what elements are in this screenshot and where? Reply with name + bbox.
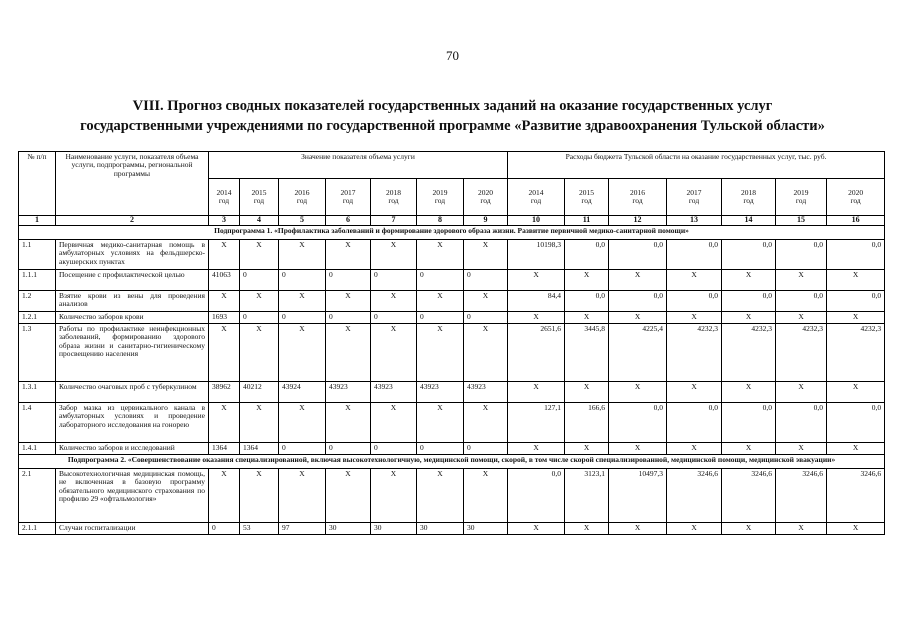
value-cell: Х bbox=[827, 270, 885, 291]
value-cell: Х bbox=[279, 240, 326, 270]
table-row bbox=[19, 443, 885, 455]
value-cell: Х bbox=[326, 324, 371, 382]
table-row bbox=[19, 240, 885, 270]
row-name: Количество очаговых проб с туберкулином bbox=[56, 382, 209, 403]
value-cell: 3246,6 bbox=[776, 469, 827, 523]
value-cell: 0,0 bbox=[827, 240, 885, 270]
year-word: год bbox=[795, 196, 807, 205]
column-number-cell: 10 bbox=[508, 216, 565, 226]
value-cell: 0,0 bbox=[722, 240, 776, 270]
value-cell: 3246,6 bbox=[667, 469, 722, 523]
value-cell: Х bbox=[565, 382, 609, 403]
column-number-cell: 13 bbox=[667, 216, 722, 226]
value-cell: 0,0 bbox=[667, 240, 722, 270]
year-value: 2015 bbox=[251, 187, 267, 197]
year-header-cell bbox=[609, 179, 667, 216]
value-cell: Х bbox=[508, 443, 565, 455]
value-cell: 0,0 bbox=[667, 403, 722, 443]
header-row bbox=[19, 152, 885, 179]
value-cell: Х bbox=[667, 312, 722, 324]
year-header-cell bbox=[417, 179, 464, 216]
year-header-cell bbox=[827, 179, 885, 216]
value-cell: Х bbox=[279, 291, 326, 312]
row-name: Количество заборов крови bbox=[56, 312, 209, 324]
value-cell: 0,0 bbox=[508, 469, 565, 523]
year-header-cell bbox=[240, 179, 279, 216]
value-cell: Х bbox=[417, 324, 464, 382]
value-cell: 10497,3 bbox=[609, 469, 667, 523]
value-cell: Х bbox=[667, 382, 722, 403]
value-cell: Х bbox=[209, 291, 240, 312]
value-cell: Х bbox=[209, 240, 240, 270]
value-cell: 3246,6 bbox=[827, 469, 885, 523]
value-cell: 43923 bbox=[371, 382, 417, 403]
value-cell: 0 bbox=[279, 270, 326, 291]
row-number: 1.4 bbox=[19, 403, 56, 443]
row-name: Работы по профилактике неинфекционных заболеваний, формированию здорового образа жизни и санитарно-гигиеническому просвещению населения bbox=[56, 324, 209, 382]
value-cell: Х bbox=[464, 240, 508, 270]
value-cell: Х bbox=[240, 240, 279, 270]
value-cell: 0,0 bbox=[565, 240, 609, 270]
column-number-cell: 12 bbox=[609, 216, 667, 226]
value-cell: Х bbox=[417, 291, 464, 312]
year-value: 2015 bbox=[579, 187, 595, 197]
value-cell: 0 bbox=[464, 270, 508, 291]
table-row bbox=[19, 523, 885, 535]
value-cell: 0,0 bbox=[722, 291, 776, 312]
table-row bbox=[19, 270, 885, 291]
value-cell: Х bbox=[827, 382, 885, 403]
title-line-2: государственными учреждениями по государственной программе «Развитие здравоохранения Тульской области» bbox=[80, 118, 825, 134]
subprogram-title: Подпрограмма 2. «Совершенствование оказания специализированной, включая высокотехнологичную, медицинской помощи, скорой, в том числе скорой специализированной, медицинской помощи, медицинской эвакуации» bbox=[19, 455, 885, 469]
column-number-cell: 1 bbox=[19, 216, 56, 226]
year-header-cell bbox=[326, 179, 371, 216]
value-cell: 30 bbox=[371, 523, 417, 535]
value-cell: 4225,4 bbox=[609, 324, 667, 382]
value-cell: Х bbox=[371, 324, 417, 382]
year-word: год bbox=[688, 196, 700, 205]
table-row bbox=[19, 469, 885, 523]
year-header-cell bbox=[371, 179, 417, 216]
year-value: 2014 bbox=[216, 187, 232, 197]
value-cell: Х bbox=[508, 270, 565, 291]
value-cell: 4232,3 bbox=[667, 324, 722, 382]
value-cell: Х bbox=[279, 469, 326, 523]
year-value: 2017 bbox=[686, 187, 702, 197]
value-cell: Х bbox=[609, 523, 667, 535]
value-cell: Х bbox=[371, 469, 417, 523]
column-number-cell: 6 bbox=[326, 216, 371, 226]
row-name: Количество заборов и исследований bbox=[56, 443, 209, 455]
value-cell: Х bbox=[776, 443, 827, 455]
value-cell: Х bbox=[371, 403, 417, 443]
value-cell: Х bbox=[722, 312, 776, 324]
row-name: Первичная медико-санитарная помощь в амбулаторных условиях на фельдшерско-акушерских пунктах bbox=[56, 240, 209, 270]
column-number-cell: 15 bbox=[776, 216, 827, 226]
value-cell: Х bbox=[326, 291, 371, 312]
value-cell: 0,0 bbox=[565, 291, 609, 312]
value-cell: Х bbox=[464, 324, 508, 382]
value-cell: 0,0 bbox=[609, 291, 667, 312]
row-number: 1.2.1 bbox=[19, 312, 56, 324]
value-cell: Х bbox=[565, 312, 609, 324]
table-body bbox=[19, 152, 885, 535]
value-cell: 4232,3 bbox=[722, 324, 776, 382]
value-cell: 0 bbox=[326, 270, 371, 291]
row-number: 1.2 bbox=[19, 291, 56, 312]
column-number-cell: 11 bbox=[565, 216, 609, 226]
row-number: 1.3 bbox=[19, 324, 56, 382]
value-cell: Х bbox=[722, 382, 776, 403]
value-cell: Х bbox=[240, 403, 279, 443]
value-cell: 1364 bbox=[209, 443, 240, 455]
value-cell: Х bbox=[417, 240, 464, 270]
row-number: 1.1 bbox=[19, 240, 56, 270]
value-cell: Х bbox=[209, 469, 240, 523]
value-cell: 166,6 bbox=[565, 403, 609, 443]
row-number: 2.1 bbox=[19, 469, 56, 523]
year-value: 2014 bbox=[528, 187, 544, 197]
table-row bbox=[19, 382, 885, 403]
year-word: год bbox=[218, 196, 230, 205]
value-cell: Х bbox=[667, 443, 722, 455]
value-cell: 3246,6 bbox=[722, 469, 776, 523]
row-name: Забор мазка из цервикального канала в амбулаторных условиях и проведение лабораторного исследования на гонорею bbox=[56, 403, 209, 443]
table-row bbox=[19, 324, 885, 382]
year-word: год bbox=[743, 196, 754, 205]
value-cell: Х bbox=[609, 382, 667, 403]
header-number: № п/п bbox=[19, 152, 56, 216]
value-cell: Х bbox=[776, 270, 827, 291]
column-number-cell: 3 bbox=[209, 216, 240, 226]
value-cell: 0,0 bbox=[609, 403, 667, 443]
year-word: год bbox=[342, 196, 354, 205]
value-cell: 43923 bbox=[417, 382, 464, 403]
value-cell: 4232,3 bbox=[827, 324, 885, 382]
value-cell: 0 bbox=[464, 443, 508, 455]
row-name: Посещение с профилактической целью bbox=[56, 270, 209, 291]
value-cell: 3123,1 bbox=[565, 469, 609, 523]
value-cell: 127,1 bbox=[508, 403, 565, 443]
value-cell: Х bbox=[609, 270, 667, 291]
value-cell: Х bbox=[667, 270, 722, 291]
value-cell: Х bbox=[508, 382, 565, 403]
value-cell: Х bbox=[240, 291, 279, 312]
column-number-cell: 2 bbox=[56, 216, 209, 226]
value-cell: 10198,3 bbox=[508, 240, 565, 270]
page-number: 70 bbox=[446, 48, 459, 63]
value-cell: 4232,3 bbox=[776, 324, 827, 382]
row-number: 1.3.1 bbox=[19, 382, 56, 403]
year-word: год bbox=[388, 196, 399, 205]
subprogram-row bbox=[19, 226, 885, 240]
value-cell: 30 bbox=[417, 523, 464, 535]
year-word: год bbox=[632, 196, 643, 205]
value-cell: 0,0 bbox=[776, 403, 827, 443]
row-name: Высокотехнологичная медицинская помощь, не включенная в базовую программу обязательного медицинского страхования по профилю 29 «офтальмология» bbox=[56, 469, 209, 523]
value-cell: Х bbox=[565, 270, 609, 291]
column-number-cell: 5 bbox=[279, 216, 326, 226]
value-cell: 0 bbox=[371, 270, 417, 291]
value-cell: 41063 bbox=[209, 270, 240, 291]
table-row bbox=[19, 291, 885, 312]
column-number-cell: 7 bbox=[371, 216, 417, 226]
value-cell: Х bbox=[508, 523, 565, 535]
year-value: 2018 bbox=[386, 187, 401, 197]
value-cell: Х bbox=[240, 324, 279, 382]
value-cell: 30 bbox=[464, 523, 508, 535]
value-cell: Х bbox=[827, 443, 885, 455]
value-cell: Х bbox=[417, 403, 464, 443]
title-line-1: VIII. Прогноз сводных показателей государственных заданий на оказание государственных услуг bbox=[132, 98, 773, 114]
value-cell: 38962 bbox=[209, 382, 240, 403]
value-cell: 0 bbox=[326, 312, 371, 324]
row-number: 2.1.1 bbox=[19, 523, 56, 535]
value-cell: 30 bbox=[326, 523, 371, 535]
value-cell: 97 bbox=[279, 523, 326, 535]
value-cell: Х bbox=[667, 523, 722, 535]
value-cell: 0,0 bbox=[667, 291, 722, 312]
value-cell: 0 bbox=[209, 523, 240, 535]
value-cell: 0 bbox=[240, 270, 279, 291]
header-name: Наименование услуги, показателя объема услуги, подпрограммы, региональной программы bbox=[56, 152, 209, 216]
value-cell: Х bbox=[565, 443, 609, 455]
value-cell: 0 bbox=[371, 312, 417, 324]
value-cell: 0 bbox=[417, 270, 464, 291]
value-cell: Х bbox=[464, 403, 508, 443]
value-cell: 3445,8 bbox=[565, 324, 609, 382]
value-cell: 0,0 bbox=[827, 403, 885, 443]
column-numbers-row bbox=[19, 216, 885, 226]
value-cell: Х bbox=[326, 469, 371, 523]
value-cell: 43924 bbox=[279, 382, 326, 403]
year-value: 2018 bbox=[741, 187, 757, 197]
value-cell: Х bbox=[371, 291, 417, 312]
value-cell: Х bbox=[508, 312, 565, 324]
value-cell: 0 bbox=[417, 312, 464, 324]
document-title bbox=[30, 96, 875, 136]
value-cell: Х bbox=[827, 523, 885, 535]
value-cell: Х bbox=[827, 312, 885, 324]
year-word: год bbox=[253, 196, 265, 205]
year-value: 2020 bbox=[478, 187, 494, 197]
value-cell: Х bbox=[279, 324, 326, 382]
value-cell: 0 bbox=[279, 443, 326, 455]
forecast-table bbox=[18, 151, 885, 535]
value-cell: Х bbox=[776, 312, 827, 324]
column-number-cell: 4 bbox=[240, 216, 279, 226]
value-cell: 0,0 bbox=[827, 291, 885, 312]
value-cell: Х bbox=[209, 403, 240, 443]
value-cell: Х bbox=[776, 382, 827, 403]
year-word: год bbox=[530, 196, 542, 205]
value-cell: Х bbox=[776, 523, 827, 535]
value-cell: Х bbox=[722, 443, 776, 455]
value-cell: Х bbox=[609, 312, 667, 324]
value-cell: 0 bbox=[417, 443, 464, 455]
value-cell: Х bbox=[722, 523, 776, 535]
row-name: Случаи госпитализации bbox=[56, 523, 209, 535]
value-cell: 0 bbox=[240, 312, 279, 324]
table-row bbox=[19, 312, 885, 324]
value-cell: 0 bbox=[279, 312, 326, 324]
year-value: 2016 bbox=[630, 187, 646, 197]
value-cell: Х bbox=[326, 403, 371, 443]
row-number: 1.4.1 bbox=[19, 443, 56, 455]
year-word: год bbox=[296, 196, 308, 205]
year-value: 2019 bbox=[432, 187, 448, 197]
value-cell: Х bbox=[722, 270, 776, 291]
year-word: год bbox=[480, 196, 491, 205]
year-value: 2020 bbox=[848, 187, 864, 197]
year-header-cell bbox=[508, 179, 565, 216]
year-word: год bbox=[850, 196, 861, 205]
value-cell: 84,4 bbox=[508, 291, 565, 312]
value-cell: Х bbox=[209, 324, 240, 382]
value-cell: 0 bbox=[371, 443, 417, 455]
year-header-cell bbox=[565, 179, 609, 216]
subprogram-row bbox=[19, 455, 885, 469]
year-header-cell bbox=[464, 179, 508, 216]
value-cell: 0,0 bbox=[776, 291, 827, 312]
value-cell: Х bbox=[464, 469, 508, 523]
value-cell: 2651,6 bbox=[508, 324, 565, 382]
year-header-cell bbox=[667, 179, 722, 216]
year-value: 2016 bbox=[294, 187, 310, 197]
value-cell: Х bbox=[609, 443, 667, 455]
column-number-cell: 8 bbox=[417, 216, 464, 226]
value-cell: 0 bbox=[464, 312, 508, 324]
year-word: год bbox=[581, 196, 592, 205]
column-number-cell: 14 bbox=[722, 216, 776, 226]
row-number: 1.1.1 bbox=[19, 270, 56, 291]
value-cell: 0,0 bbox=[776, 240, 827, 270]
column-number-cell: 9 bbox=[464, 216, 508, 226]
value-cell: 1693 bbox=[209, 312, 240, 324]
value-cell: Х bbox=[279, 403, 326, 443]
header-volume-group: Значение показателя объема услуги bbox=[209, 152, 508, 179]
value-cell: 0 bbox=[326, 443, 371, 455]
table-row bbox=[19, 403, 885, 443]
year-word: год bbox=[434, 196, 446, 205]
value-cell: 1364 bbox=[240, 443, 279, 455]
value-cell: 0,0 bbox=[609, 240, 667, 270]
value-cell: 0,0 bbox=[722, 403, 776, 443]
year-header-cell bbox=[722, 179, 776, 216]
value-cell: 43923 bbox=[464, 382, 508, 403]
column-number-cell: 16 bbox=[827, 216, 885, 226]
subprogram-title: Подпрограмма 1. «Профилактика заболеваний и формирование здорового образа жизни. Развитие первичной медико-санитарной помощи» bbox=[19, 226, 885, 240]
row-name: Взятие крови из вены для проведения анализов bbox=[56, 291, 209, 312]
value-cell: Х bbox=[565, 523, 609, 535]
value-cell: Х bbox=[464, 291, 508, 312]
value-cell: 40212 bbox=[240, 382, 279, 403]
value-cell: Х bbox=[417, 469, 464, 523]
year-value: 2019 bbox=[793, 187, 809, 197]
value-cell: 53 bbox=[240, 523, 279, 535]
value-cell: Х bbox=[371, 240, 417, 270]
value-cell: Х bbox=[326, 240, 371, 270]
value-cell: 43923 bbox=[326, 382, 371, 403]
year-header-cell bbox=[209, 179, 240, 216]
year-header-cell bbox=[279, 179, 326, 216]
value-cell: Х bbox=[240, 469, 279, 523]
year-value: 2017 bbox=[340, 187, 356, 197]
header-expenses-group: Расходы бюджета Тульской области на оказание государственных услуг, тыс. руб. bbox=[508, 152, 885, 179]
year-header-cell bbox=[776, 179, 827, 216]
